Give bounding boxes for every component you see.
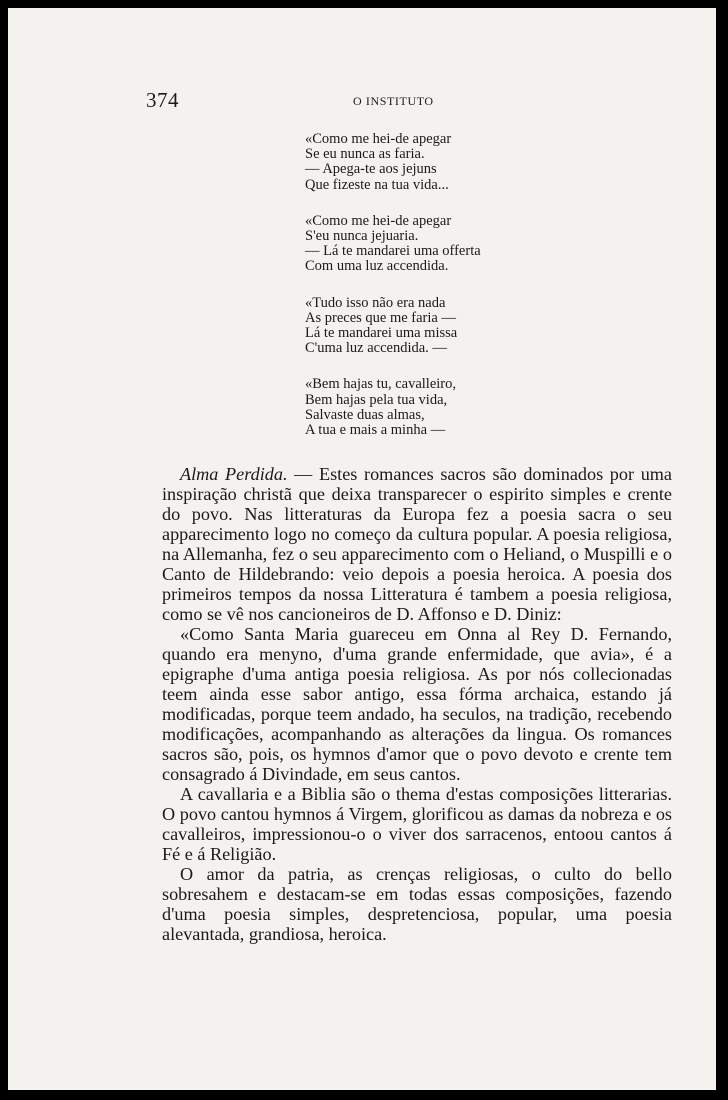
running-title: O INSTITUTO <box>353 94 434 108</box>
verse-line: — Lá te mandarei uma offerta <box>305 243 481 260</box>
verse-line: «Como me hei-de apegar <box>305 212 452 229</box>
paragraph <box>162 464 672 624</box>
poem <box>305 132 665 459</box>
paragraph: A cavallaria e a Biblia são o thema d'estas composições litterarias. O povo cantou hymnos á Virgem, glorificou as damas da nobreza e os cavalleiros, impressionou-o o viver dos sarracenos, entoou cantos á Fé e á Religião. <box>162 784 672 864</box>
paragraph: O amor da patria, as crenças religiosas, o culto do bello sobresahem e destacam-se em todas essas composições, fazendo d'uma poesia simples, despretenciosa, popular, uma poesia alevantada, grandiosa, heroica. <box>162 864 672 944</box>
paragraph: «Como Santa Maria guareceu em Onna al Rey D. Fernando, quando era menyno, d'uma grande enfermidade, que avia», é a epigraphe d'uma antiga poesia religiosa. As por nós collecionadas teem ainda esse sabor antigo, essa fórma archaica, estando já modificadas, porque teem andado, ha seculos, na tradição, recebendo modificações, acompanhando as alterações da lingua. Os romances sacros são, pois, os hymnos d'amor que o povo devoto e crente tem consagrado á Divindade, em seus cantos. <box>162 624 672 784</box>
stanza <box>305 296 665 357</box>
stanza <box>305 132 665 193</box>
verse-line: C'uma luz accendida. — <box>305 340 447 357</box>
book-page <box>8 8 716 1090</box>
paragraph-text: — Estes romances sacros são dominados por uma inspiração christã que deixa transparecer o espirito simples e crente do povo. Nas litteraturas da Europa fez a poesia sacra o seu apparecimento logo no começo da cultura popular. A poesia religiosa, na Allemanha, fez o seu apparecimento com o Heliand, o Muspilli e o Canto de Hildebrando: veio depois a poesia heroica. A poesia dos primeiros tempos da nossa Litteratura é tambem a poesia religiosa, como se vê nos cancioneiros de D. Affonso e D. Diniz: <box>162 464 673 624</box>
verse-line: S'eu nunca jejuaria. <box>305 228 419 245</box>
stanza <box>305 214 665 275</box>
verse-line: As preces que me faria — <box>305 309 456 326</box>
verse-line: «Tudo isso não era nada <box>305 294 446 311</box>
article-body <box>162 464 672 944</box>
verse-line: — Apega-te aos jejuns <box>305 161 437 178</box>
page-number: 374 <box>146 88 179 112</box>
verse-line: Se eu nunca as faria. <box>305 146 425 163</box>
stanza <box>305 377 665 438</box>
verse-line: Bem hajas pela tua vida, <box>305 391 448 408</box>
verse-line: «Como me hei-de apegar <box>305 131 452 147</box>
verse-line: «Bem hajas tu, cavalleiro, <box>305 376 456 393</box>
verse-line: A tua e mais a minha — <box>305 422 446 439</box>
verse-line: Que fizeste na tua vida... <box>305 176 449 193</box>
verse-line: Lá te mandarei uma missa <box>305 325 458 342</box>
verse-line: Com uma luz accendida. <box>305 258 449 275</box>
verse-line: Salvaste duas almas, <box>305 406 425 423</box>
section-title: Alma Perdida. <box>180 464 288 484</box>
